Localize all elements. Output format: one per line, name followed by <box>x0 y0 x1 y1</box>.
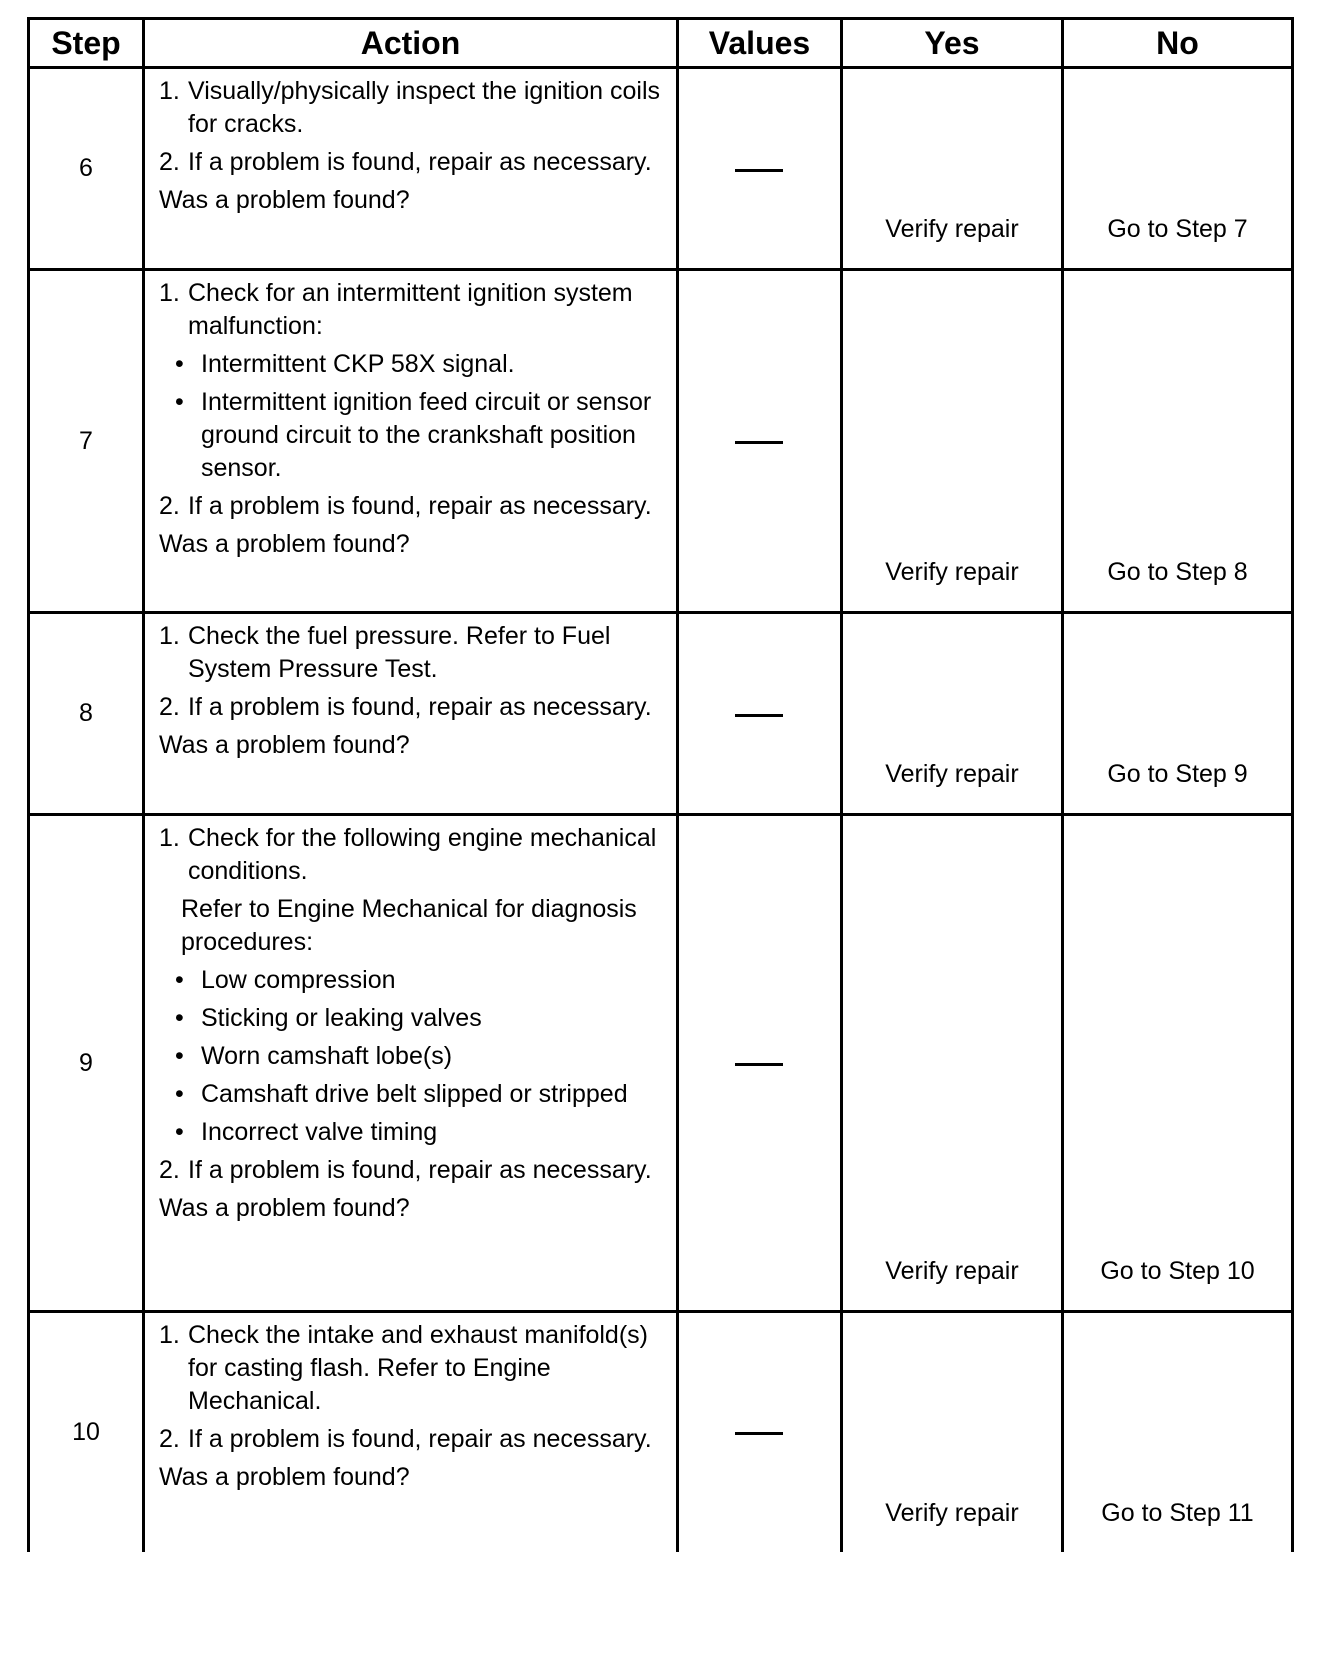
bullet-text: Sticking or leaking valves <box>201 1004 482 1032</box>
bullet-icon: • <box>175 350 184 378</box>
action-item: 1. Check for an intermittent ignition system malfunction: <box>159 277 664 343</box>
value-cell <box>678 613 842 815</box>
bullet-icon: • <box>175 388 184 416</box>
bullet-text: Worn camshaft lobe(s) <box>201 1042 453 1070</box>
bullet-icon: • <box>175 1118 184 1146</box>
bullet-text: Camshaft drive belt slipped or stripped <box>201 1080 628 1108</box>
item-number: 2. <box>159 148 180 176</box>
yes-cell <box>842 68 1063 270</box>
action-item <box>159 1423 664 1456</box>
item-text: Visually/physically inspect the ignition coils for cracks. <box>188 77 660 138</box>
bullet-item <box>159 348 664 381</box>
value-dash <box>735 1432 783 1435</box>
step-number: 9 <box>29 815 144 1312</box>
item-text: Check for an intermittent ignition system malfunction: <box>188 279 633 340</box>
header-yes: Yes <box>842 19 1063 68</box>
table-row-step-6 <box>29 68 1293 270</box>
bullet-icon: • <box>175 1042 184 1070</box>
no-outcome: Go to Step 9 <box>1107 760 1248 788</box>
step-number: 6 <box>29 68 144 270</box>
bullet-item <box>159 1040 664 1073</box>
yes-outcome: Verify repair <box>885 760 1019 788</box>
header-no: No <box>1063 19 1293 68</box>
bullet-item <box>159 386 664 485</box>
table-row-step-7 <box>29 270 1293 613</box>
action-question: Was a problem found? <box>159 1463 410 1491</box>
table-row-step-8 <box>29 613 1293 815</box>
action-item <box>159 75 664 141</box>
no-cell <box>1063 815 1293 1312</box>
header-step: Step <box>29 19 144 68</box>
yes-outcome: Verify repair <box>885 1257 1019 1285</box>
no-outcome: Go to Step 7 <box>1107 215 1248 243</box>
bullet-item <box>159 1116 664 1149</box>
item-number: 1. <box>159 1321 180 1349</box>
action-cell <box>144 1312 678 1552</box>
item-text: Check the intake and exhaust manifold(s) for casting flash. Refer to Engine Mechanical. <box>188 1321 648 1415</box>
value-cell <box>678 270 842 613</box>
action-item <box>159 691 664 724</box>
step-number: 8 <box>29 613 144 815</box>
no-cell <box>1063 1312 1293 1552</box>
item-text: Check for the following engine mechanical conditions. <box>188 824 657 885</box>
item-number: 1. <box>159 622 180 650</box>
header-action: Action <box>144 19 678 68</box>
diagnostic-table <box>27 17 1294 1552</box>
action-item <box>159 1319 664 1418</box>
bullet-text: Incorrect valve timing <box>201 1118 438 1146</box>
header-values: Values <box>678 19 842 68</box>
action-item <box>159 146 664 179</box>
item-number: 2. <box>159 693 180 721</box>
no-outcome: Go to Step 10 <box>1100 1257 1255 1285</box>
action-cell <box>144 613 678 815</box>
yes-cell <box>842 270 1063 613</box>
step-number: 7 <box>29 270 144 613</box>
value-dash <box>735 441 783 444</box>
value-dash <box>735 169 783 172</box>
action-item <box>159 620 664 686</box>
no-cell <box>1063 270 1293 613</box>
no-cell <box>1063 613 1293 815</box>
bullet-item <box>159 1002 664 1035</box>
action-question: Was a problem found? <box>159 1194 410 1222</box>
action-item: 1. Check for the following engine mechanical conditions. <box>159 822 664 888</box>
value-cell <box>678 68 842 270</box>
action-question: Was a problem found? <box>159 186 410 214</box>
yes-cell <box>842 815 1063 1312</box>
bullet-text: Intermittent ignition feed circuit or sensor ground circuit to the crankshaft position sensor. <box>201 388 652 482</box>
item-text: If a problem is found, repair as necessary. <box>188 492 652 520</box>
yes-outcome: Verify repair <box>885 558 1019 586</box>
item-text: If a problem is found, repair as necessary. <box>188 1156 652 1184</box>
item-text: Check the fuel pressure. Refer to Fuel System Pressure Test. <box>188 622 611 683</box>
table-row-step-10 <box>29 1312 1293 1552</box>
action-question: Was a problem found? <box>159 731 410 759</box>
bullet-icon: • <box>175 1080 184 1108</box>
no-outcome: Go to Step 8 <box>1107 558 1248 586</box>
table-header-row <box>29 19 1293 68</box>
action-paragraph: Refer to Engine Mechanical for diagnosis procedures: <box>181 895 637 956</box>
no-outcome: Go to Step 11 <box>1101 1498 1254 1527</box>
yes-cell <box>842 613 1063 815</box>
value-dash <box>735 1063 783 1066</box>
action-cell <box>144 815 678 1312</box>
bullet-text: Intermittent CKP 58X signal. <box>201 350 515 378</box>
item-number: 2. <box>159 1425 180 1453</box>
step-number: 10 <box>29 1312 144 1552</box>
value-dash <box>735 714 783 717</box>
item-text: If a problem is found, repair as necessary. <box>188 693 652 721</box>
action-cell <box>144 270 678 613</box>
yes-outcome: Verify repair <box>885 215 1019 243</box>
bullet-text: Low compression <box>201 966 396 994</box>
item-number: 1. <box>159 77 180 105</box>
action-item: 2. If a problem is found, repair as necessary. <box>159 1154 664 1187</box>
table-row-step-9 <box>29 815 1293 1312</box>
action-question: Was a problem found? <box>159 530 410 558</box>
bullet-icon: • <box>175 966 184 994</box>
yes-cell <box>842 1312 1063 1552</box>
value-cell <box>678 1312 842 1552</box>
action-item: 2. If a problem is found, repair as necessary. <box>159 490 664 523</box>
diagnostic-table-container <box>27 17 1291 1552</box>
item-text: If a problem is found, repair as necessary. <box>188 148 652 176</box>
no-cell <box>1063 68 1293 270</box>
bullet-item <box>159 964 664 997</box>
yes-outcome: Verify repair <box>885 1498 1019 1527</box>
value-cell <box>678 815 842 1312</box>
action-cell <box>144 68 678 270</box>
bullet-icon: • <box>175 1004 184 1032</box>
bullet-item <box>159 1078 664 1111</box>
item-text: If a problem is found, repair as necessary. <box>188 1425 652 1453</box>
